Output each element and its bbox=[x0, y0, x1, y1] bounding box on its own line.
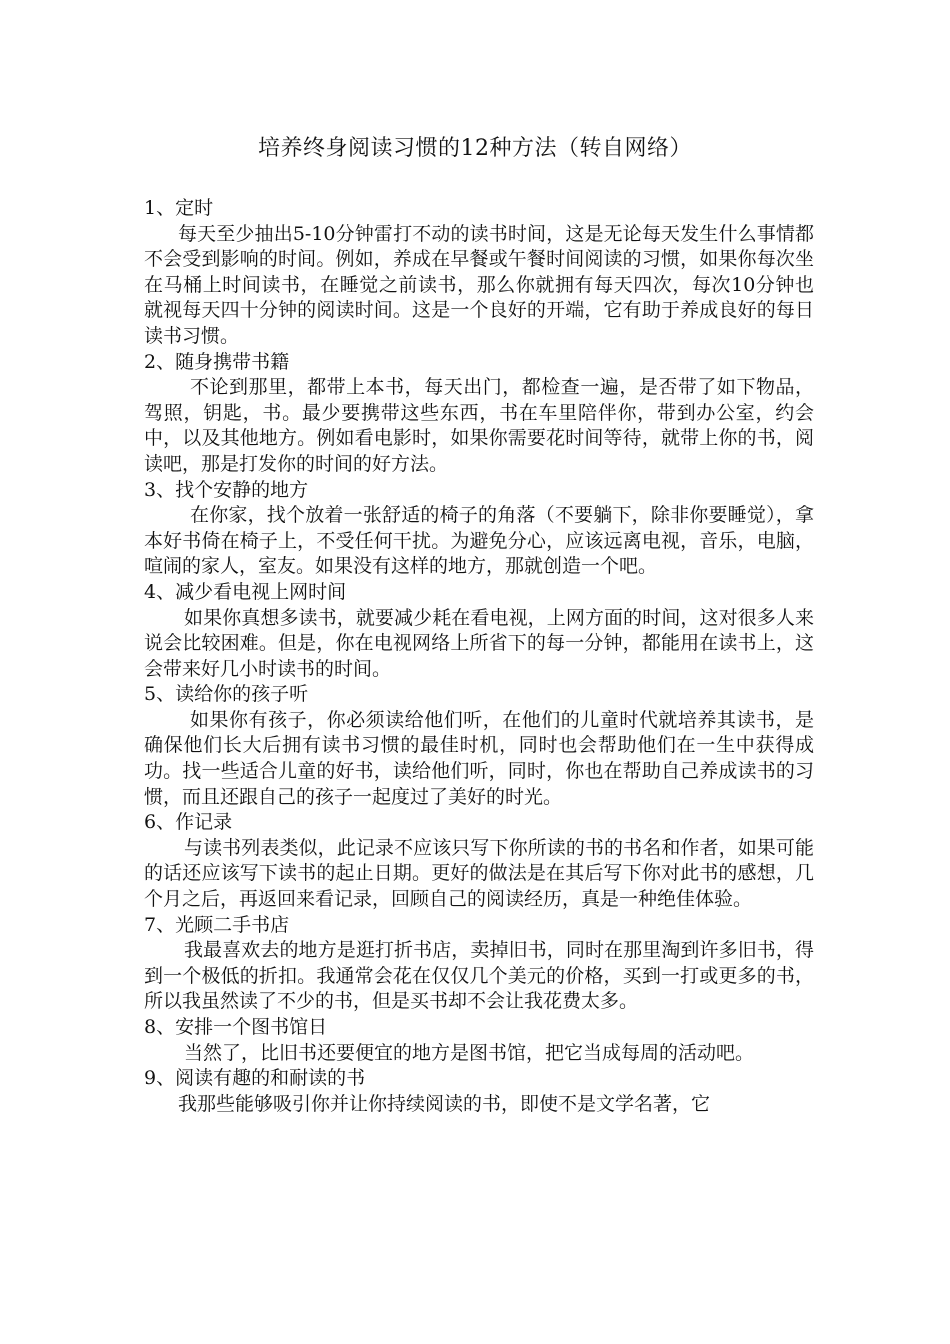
section-heading-8: 8、安排一个图书馆日 bbox=[144, 1016, 328, 1038]
section-heading-1: 1、定时 bbox=[144, 197, 214, 219]
section-heading-3: 3、找个安静的地方 bbox=[144, 478, 309, 501]
section-heading-6: 6、作记录 bbox=[144, 811, 233, 834]
section-body-6: 与读书列表类似，此记录不应该只写下你所读的书的书名和作者，如果可能的话还应该写下读书的起止日期。更好的做法是在其后写下你对此书的感想，几个月之后，再返回来看记录，回顾自己的阅读经历，真是一种绝佳体验。 bbox=[144, 836, 814, 911]
section-heading-7: 7、光顾二手书店 bbox=[144, 913, 290, 936]
section-body-1: 每天至少抽出5-10分钟雷打不动的读书时间，这是无论每天发生什么事情都不会受到影响的时间。例如，养成在早餐或午餐时间阅读的习惯，如果你每次坐在马桶上时间读书，在睡觉之前读书，那么你就拥有每天四次，每次10分钟也就视每天四十分钟的阅读时间。这是一个良好的开端，它有助于养成良好的每日读书习惯。 bbox=[144, 222, 814, 347]
section-body-4: 如果你真想多读书，就要减少耗在看电视，上网方面的时间，这对很多人来说会比较困难。但是，你在电视网络上所省下的每一分钟，都能用在读书上，这会带来好几小时读书的时间。 bbox=[144, 606, 814, 680]
section-heading-9: 9、阅读有趣的和耐读的书 bbox=[144, 1067, 366, 1090]
section-body-3: 在你家，找个放着一张舒适的椅子的角落（不要躺下，除非你要睡觉），拿本好书倚在椅子上，不受任何干扰。为避免分心，应该远离电视，音乐，电脑，喧闹的家人，室友。如果没有这样的地方，那就创造一个吧。 bbox=[144, 504, 814, 578]
section-body-7: 我最喜欢去的地方是逛打折书店，卖掉旧书，同时在那里淘到许多旧书，得到一个极低的折扣。我通常会花在仅仅几个美元的价格，买到一打或更多的书，所以我虽然读了不少的书，但是买书却不会让我花费太多。 bbox=[144, 939, 814, 1013]
section-body-2: 不论到那里，都带上本书，每天出门，都检查一遍，是否带了如下物品，驾照，钥匙，书。最少要携带这些东西，书在车里陪伴你，带到办公室，约会中，以及其他地方。例如看电影时，如果你需要花时间等待，就带上你的书，阅读吧，那是打发你的时间的好方法。 bbox=[144, 376, 814, 475]
document-body bbox=[144, 196, 814, 1117]
section-heading-4: 4、减少看电视上网时间 bbox=[144, 580, 347, 603]
section-heading-2: 2、随身携带书籍 bbox=[144, 350, 290, 373]
section-heading-5: 5、读给你的孩子听 bbox=[144, 683, 309, 706]
section-body-8: 当然了，比旧书还要便宜的地方是图书馆，把它当成每周的活动吧。 bbox=[184, 1041, 755, 1064]
document-title: 培养终身阅读习惯的12种方法（转自网络） bbox=[258, 136, 692, 161]
section-body-5: 如果你有孩子，你必须读给他们听，在他们的儿童时代就培养其读书，是确保他们长大后拥有读书习惯的最佳时机，同时也会帮助他们在一生中获得成功。找一些适合儿童的好书，读给他们听，同时，你也在帮助自己养成读书的习惯，而且还跟自己的孩子一起度过了美好的时光。 bbox=[144, 708, 814, 808]
section-body-9: 我那些能够吸引你并让你持续阅读的书，即使不是文学名著，它 bbox=[178, 1092, 711, 1115]
